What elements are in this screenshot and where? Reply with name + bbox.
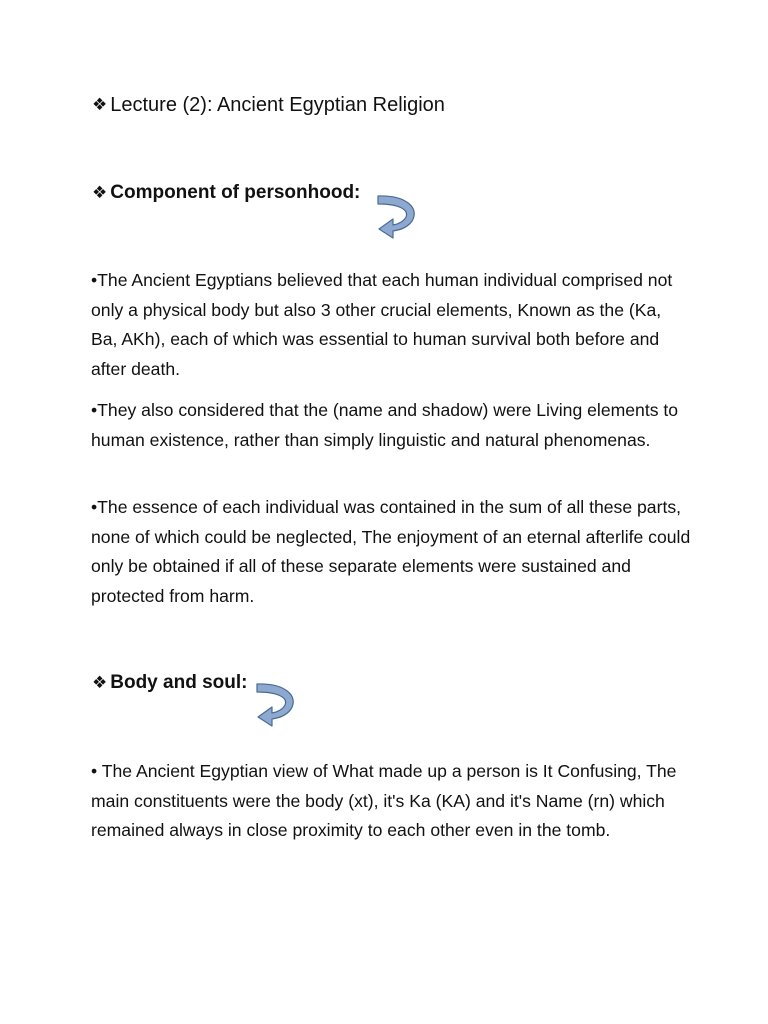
curved-down-arrow-icon xyxy=(255,680,297,730)
section-heading-text: Component of personhood: xyxy=(110,182,361,203)
section-heading-text: Body and soul: xyxy=(110,672,248,693)
diamond-bullet-icon: ❖ xyxy=(92,95,108,115)
lecture-title-text: Lecture (2): Ancient Egyptian Religion xyxy=(110,94,445,116)
paragraph: • The Ancient Egyptian view of What made up a person is It Confusing, The main constituents were the body (xt), it's Ka (KA) and it's Name (rn) which remained always in close proximity to each other even in the tomb. xyxy=(91,761,677,840)
paragraph: •The essence of each individual was contained in the sum of all these parts, none of which could be neglected, The enjoyment of an eternal afterlife could only be obtained if all of these separate elements were sustained and protected from harm. xyxy=(91,497,691,606)
diamond-bullet-icon: ❖ xyxy=(92,182,108,203)
lecture-title xyxy=(92,94,445,117)
section-heading-body-and-soul xyxy=(92,672,247,694)
paragraph: •They also considered that the (name and shadow) were Living elements to human existence, rather than simply linguistic and natural phenomenas. xyxy=(91,400,679,450)
curved-down-arrow-icon xyxy=(376,192,418,242)
diamond-bullet-icon: ❖ xyxy=(92,672,108,693)
section-heading-personhood xyxy=(92,182,360,204)
paragraph: •The Ancient Egyptians believed that each human individual comprised not only a physical body but also 3 other crucial elements, Known as the (Ka, Ba, AKh), each of which was essential to human survival both before and after death. xyxy=(91,270,673,379)
